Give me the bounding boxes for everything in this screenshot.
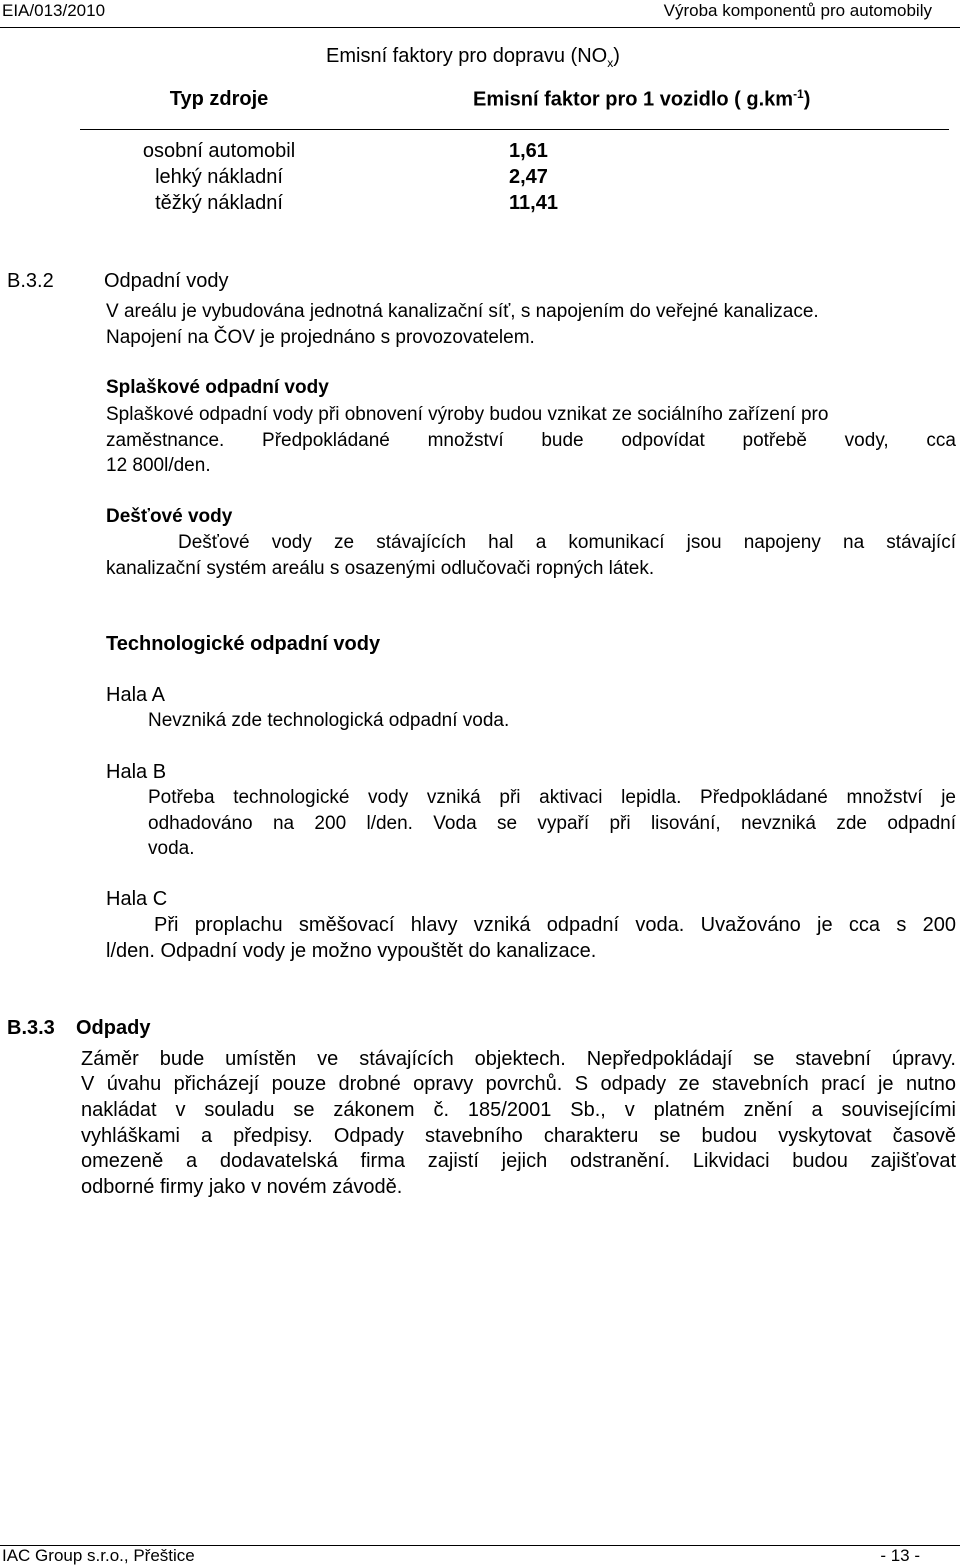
hall-a-label: Hala A — [106, 684, 165, 706]
paragraph-line: Záměr bude umístěn ve stávajících objektech. Nepředpokládají se stavební úpravy. — [81, 1048, 956, 1070]
column-header-emission-factor: Emisní faktor pro 1 vozidlo ( $g.km^{-1}$) — [358, 69, 949, 130]
subheading-technological: Technologické odpadní vody — [106, 633, 381, 655]
table-cell-type: lehký nákladní — [155, 165, 283, 188]
table-cell-type: osobní automobil — [142, 139, 296, 162]
paragraph-line: Nevzniká zde technologická odpadní voda. — [148, 710, 510, 731]
paragraph-line: zaměstnance. Předpokládané množství bude odpovídat potřebě vody, cca — [106, 430, 956, 451]
section-title-b32: Odpadní vody — [104, 270, 229, 292]
paragraph-line: Napojení na ČOV je projednáno s provozovatelem. — [106, 327, 535, 348]
paragraph-line: omezeně a dodavatelská firma zajistí jejich odstranění. Likvidaci budou zajišťovat — [81, 1150, 956, 1172]
footer-company: IAC Group s.r.o., Přeštice — [2, 1546, 195, 1565]
emission-factor-table — [80, 69, 949, 220]
section-number-b33: B.3.3 — [7, 1017, 55, 1039]
paragraph-line: l/den. Odpadní vody je možno vypouštět do kanalizace. — [106, 940, 597, 962]
table-caption: Emisní faktory pro dopravu $(NO_x)$ — [326, 45, 620, 70]
hall-c-label: Hala C — [106, 888, 168, 910]
table-cell-value: 11,41 — [509, 191, 558, 214]
column-header-source-type: Typ zdroje — [80, 69, 358, 130]
paragraph-line: vyhláškami a předpisy. Odpady stavebního charakteru se budou vyskytovat časově — [81, 1125, 956, 1147]
paragraph-line: nakládat v souladu se zákonem č. 185/2001 Sb., v platném znění a souvisejícími — [81, 1099, 956, 1121]
paragraph-line: odhadováno na 200 l/den. Voda se vypaří při lisování, nevzniká zde odpadní — [148, 813, 956, 834]
subheading-rainwater: Dešťové vody — [106, 506, 233, 527]
subheading-sewage: Splaškové odpadní vody — [106, 377, 329, 398]
header-document-id: EIA/013/2010 — [2, 1, 106, 20]
hall-b-label: Hala B — [106, 761, 167, 783]
table-cell-value: 2,47 — [509, 165, 548, 188]
header-project-title: Výroba komponentů pro automobily — [663, 1, 932, 20]
paragraph-line: Při proplachu směšovací hlavy vzniká odpadní voda. Uvažováno je cca s 200 — [154, 914, 956, 936]
table-header-row — [80, 69, 949, 130]
table-cell-value: 1,61 — [509, 139, 548, 162]
paragraph-line: Potřeba technologické vody vzniká při aktivaci lepidla. Předpokládané množství je — [148, 787, 956, 808]
table-row — [80, 164, 949, 190]
paragraph-line: V úvahu přicházejí pouze drobné opravy povrchů. S odpady ze stavebních prací je nutno — [81, 1073, 956, 1095]
footer-page-number: - 13 - — [880, 1546, 920, 1565]
section-number-b32: B.3.2 — [7, 270, 54, 292]
table-row — [80, 130, 949, 165]
table-row — [80, 190, 949, 220]
header-divider — [0, 27, 960, 28]
paragraph-line: kanalizační systém areálu s osazenými odlučovači ropných látek. — [106, 558, 655, 579]
table-cell-type: těžký nákladní — [155, 191, 283, 214]
paragraph-line: Dešťové vody ze stávajících hal a komunikací jsou napojeny na stávající — [178, 532, 956, 553]
paragraph-line: V areálu je vybudována jednotná kanalizační síť, s napojením do veřejné kanalizace. — [106, 301, 819, 322]
paragraph-line: odborné firmy jako v novém závodě. — [81, 1176, 403, 1198]
section-title-b33: Odpady — [76, 1017, 151, 1039]
paragraph-line: 12 800l/den. — [106, 455, 211, 476]
paragraph-line: voda. — [148, 838, 195, 859]
paragraph-line: Splaškové odpadní vody při obnovení výroby budou vznikat ze sociálního zařízení pro — [106, 404, 829, 425]
